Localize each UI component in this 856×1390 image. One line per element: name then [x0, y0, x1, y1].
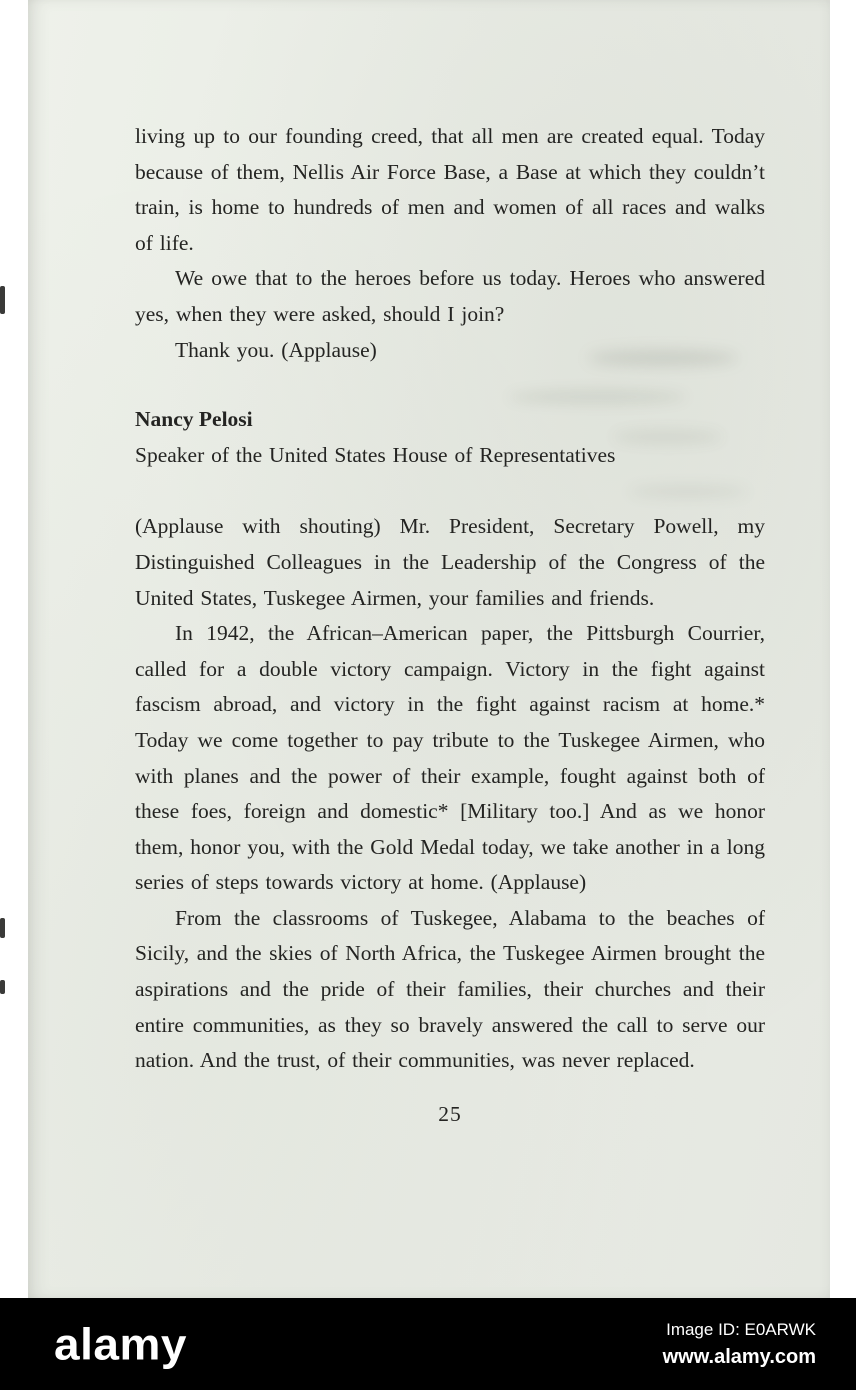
paragraph: (Applause with shouting) Mr. President, Secretary Powell, my Distinguished Colleagues in the Leadership of the Congress of the United States, Tuskegee Airmen, your families and friends. — [135, 514, 765, 610]
scanned-page — [28, 0, 830, 1298]
watermark-bar — [0, 1298, 856, 1390]
watermark-url: www.alamy.com — [662, 1345, 816, 1368]
page-number: 25 — [438, 1101, 462, 1126]
scan-edge-mark — [0, 286, 5, 314]
speaker-title: Speaker of the United States House of Representatives — [135, 442, 616, 467]
scan-edge-mark — [0, 980, 5, 994]
page-text-block — [28, 0, 830, 1298]
alamy-logo: alamy — [54, 1319, 187, 1369]
image-id: Image ID: E0ARWK — [666, 1320, 816, 1340]
paragraph: We owe that to the heroes before us today. Heroes who answered yes, when they were asked, should I join? — [135, 266, 765, 326]
paragraph: Thank you. (Applause) — [175, 337, 377, 362]
paragraph: In 1942, the African–American paper, the Pittsburgh Courrier, called for a double victory campaign. Victory in the fight against fascism abroad, and victory in the fight against racism at home.* Today we come together to pay tribute to the Tuskegee Airmen, who with planes and the power of their example, fought against both of these foes, foreign and domestic* [Military too.] And as we honor them, honor you, with the Gold Medal today, we take another in a long series of steps towards victory at home. (Applause) — [135, 621, 765, 895]
paragraph: From the classrooms of Tuskegee, Alabama to the beaches of Sicily, and the skies of North Africa, the Tuskegee Airmen brought the aspirations and the pride of their families, their churches and their entire communities, as they so bravely answered the call to serve our nation. And the trust, of their communities, was never replaced. — [135, 905, 765, 1073]
scan-edge-mark — [0, 918, 5, 938]
paragraph: living up to our founding creed, that all men are created equal. Today because of them, Nellis Air Force Base, a Base at which they couldn’t train, is home to hundreds of men and women of all races and walks of life. — [135, 124, 765, 255]
watermark-info — [663, 1317, 816, 1371]
speaker-name-heading: Nancy Pelosi — [135, 407, 253, 432]
